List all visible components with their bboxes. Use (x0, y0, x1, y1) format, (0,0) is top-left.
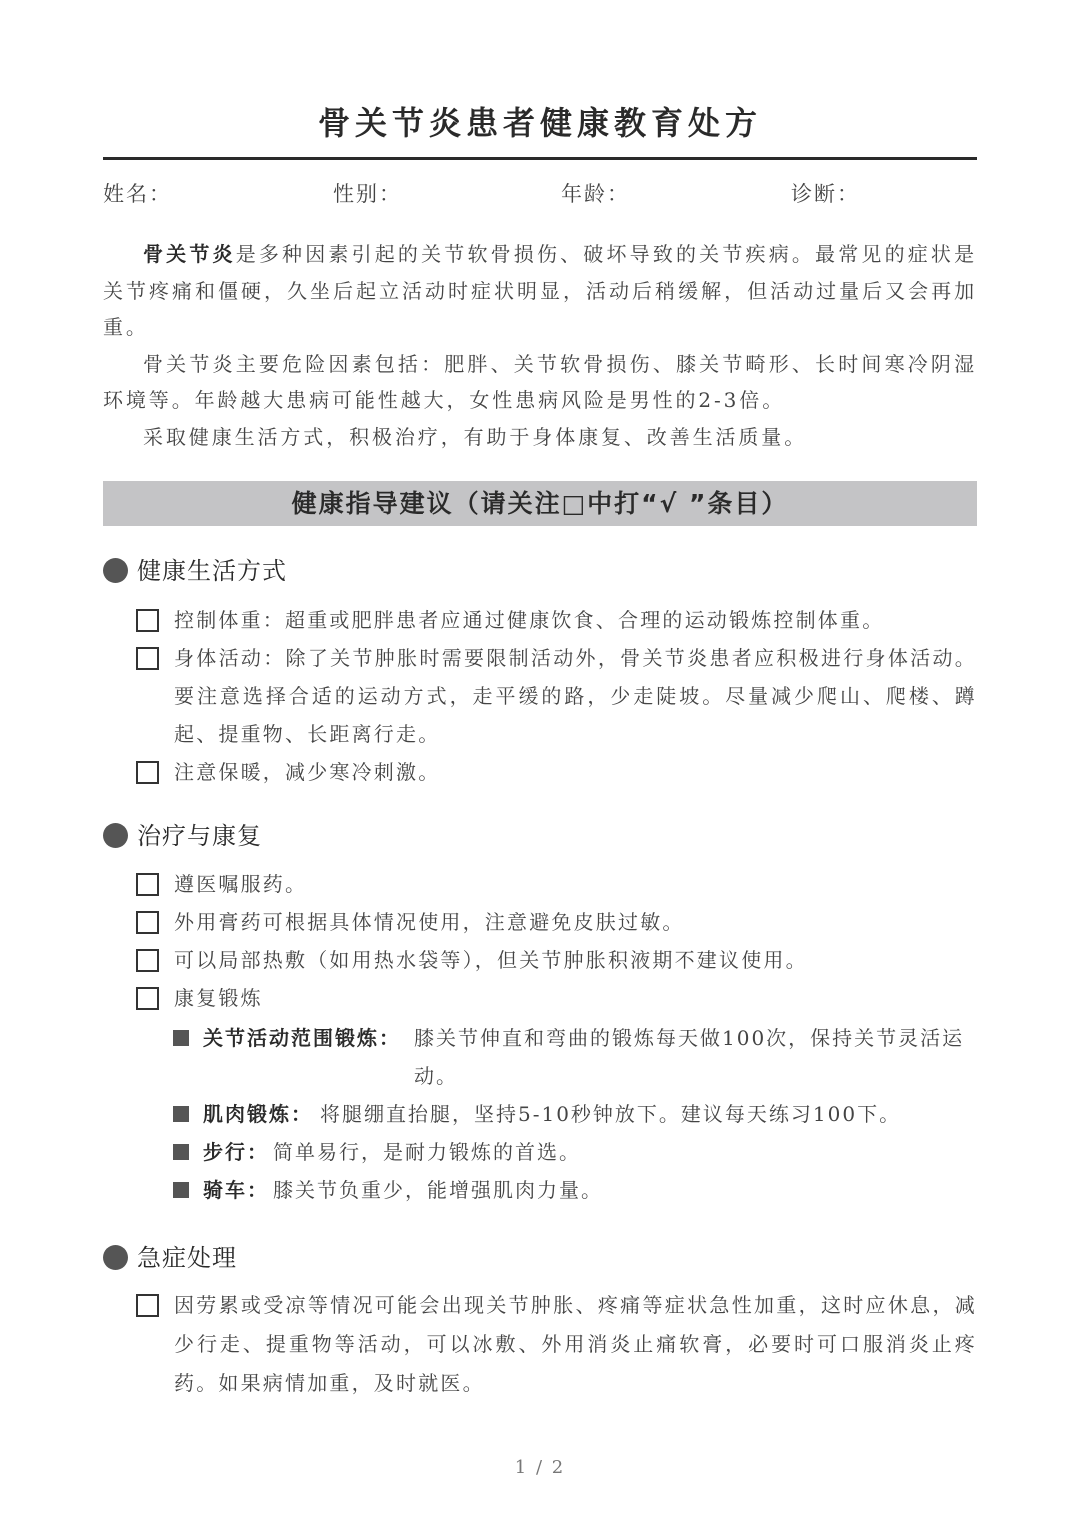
square-bullet-icon (173, 1030, 189, 1046)
checkbox[interactable] (136, 911, 159, 934)
checklist-item (136, 903, 977, 941)
checkbox[interactable] (136, 873, 159, 896)
square-bullet-icon (173, 1144, 189, 1160)
checklist-item (136, 753, 977, 791)
intro-paragraph-2: 骨关节炎主要危险因素包括：肥胖、关节软骨损伤、膝关节畸形、长时间寒冷阴湿环境等。年龄越大患病可能性越大，女性患病风险是男性的2-3倍。 (103, 351, 977, 412)
checklist-item-text: 控制体重：超重或肥胖患者应通过健康饮食、合理的运动锻炼控制体重。 (174, 608, 885, 632)
exercise-text: 膝关节伸直和弯曲的锻炼每天做100次，保持关节灵活运动。 (414, 1026, 965, 1088)
page-number: 1 / 2 (514, 1457, 566, 1478)
diagnosis-label: 诊断： (791, 182, 860, 206)
section-bullet-icon (103, 558, 128, 583)
checklist-item-text: 遵医嘱服药。 (174, 872, 308, 896)
checklist-item-text: 身体活动：除了关节肿胀时需要限制活动外，骨关节炎患者应积极进行身体活动。要注意选择合适的运动方式，走平缓的路，少走陡坡。尽量减少爬山、爬楼、蹲起、提重物、长距离行走。 (174, 646, 977, 746)
intro-paragraph-3: 采取健康生活方式，积极治疗，有助于身体康复、改善生活质量。 (143, 424, 808, 449)
exercise-label: 关节活动范围锻炼： (203, 1026, 401, 1050)
checklist-item-text: 康复锻炼 (174, 986, 263, 1010)
exercise-label: 肌肉锻炼： (203, 1102, 313, 1126)
patient-info-row (103, 178, 977, 210)
checklist-item-text: 注意保暖，减少寒冷刺激。 (174, 760, 441, 784)
square-bullet-icon (173, 1182, 189, 1198)
checklist-item (136, 979, 977, 1017)
checklist-item-text: 可以局部热敷（如用热水袋等），但关节肿胀积液期不建议使用。 (174, 948, 808, 972)
guide-banner: 健康指导建议（请关注□中打“√ ”条目） (103, 481, 977, 526)
checklist-item (136, 1286, 977, 1403)
checkbox[interactable] (136, 1294, 159, 1317)
square-bullet-icon (173, 1106, 189, 1122)
checkbox[interactable] (136, 609, 159, 632)
section-title: 急症处理 (137, 1244, 237, 1272)
checklist-item-text: 外用膏药可根据具体情况使用，注意避免皮肤过敏。 (174, 910, 685, 934)
name-label: 姓名： (103, 182, 172, 206)
checkbox[interactable] (136, 647, 159, 670)
exercise-text: 简单易行，是耐力锻炼的首选。 (273, 1140, 581, 1164)
intro-paragraph-1 (103, 236, 977, 346)
checklist-item (136, 639, 977, 753)
exercise-label: 步行： (203, 1140, 269, 1164)
exercise-sub-item (173, 1019, 977, 1095)
exercise-text: 将腿绷直抬腿，坚持5-10秒钟放下。建议每天练习100下。 (320, 1102, 902, 1126)
section-title: 治疗与康复 (137, 822, 262, 850)
checkbox[interactable] (136, 949, 159, 972)
title-divider (103, 157, 977, 160)
intro-text (103, 236, 977, 455)
section-bullet-icon (103, 1245, 128, 1270)
checkbox[interactable] (136, 761, 159, 784)
exercise-text: 膝关节负重少，能增强肌肉力量。 (273, 1178, 603, 1202)
section-bullet-icon (103, 823, 128, 848)
checklist-item-text: 因劳累或受凉等情况可能会出现关节肿胀、疼痛等症状急性加重，这时应休息，减少行走、提重物等活动，可以冰敷、外用消炎止痛软膏，必要时可口服消炎止疼药。如果病情加重，及时就医。 (174, 1293, 977, 1395)
section-title: 健康生活方式 (137, 557, 287, 585)
gender-label: 性别： (333, 182, 402, 206)
intro-keyword: 骨关节炎 (143, 242, 236, 266)
checklist-item (136, 941, 977, 979)
checklist-item (136, 601, 977, 639)
intro-paragraph-1-text: 是多种因素引起的关节软骨损伤、破坏导致的关节疾病。最常见的症状是关节疼痛和僵硬，久坐后起立活动时症状明显，活动后稍缓解，但活动过量后又会再加重。 (103, 242, 977, 339)
page-title: 骨关节炎患者健康教育处方 (317, 104, 762, 142)
age-label: 年龄： (561, 182, 630, 206)
checklist-item (136, 865, 977, 903)
exercise-label: 骑车： (203, 1178, 269, 1202)
checkbox[interactable] (136, 987, 159, 1010)
